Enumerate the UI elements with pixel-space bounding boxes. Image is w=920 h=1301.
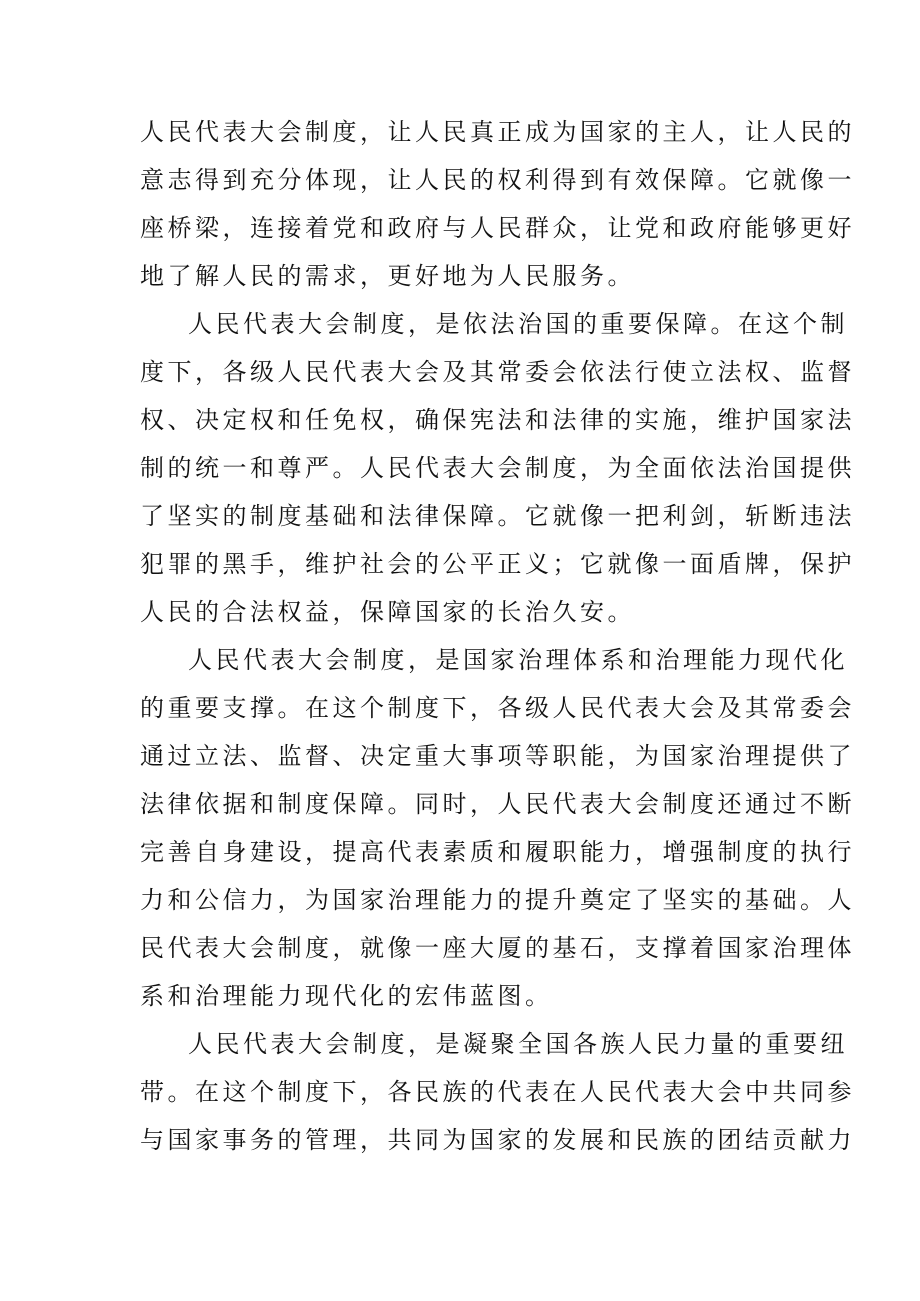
text-line: 力和公信力，为国家治理能力的提升奠定了坚实的基础。人 [140,886,855,914]
text-line: 权、决定权和任免权，确保宪法和法律的实施，维护国家法 [140,406,855,434]
text-line: 人民代表大会制度，是国家治理体系和治理能力现代化 [188,646,848,674]
text-line: 地了解人民的需求，更好地为人民服务。 [140,262,635,290]
text-line: 人民代表大会制度，让人民真正成为国家的主人，让人民的 [140,118,855,146]
text-line: 人民的合法权益，保障国家的长治久安。 [140,598,635,626]
text-line: 通过立法、监督、决定重大事项等职能，为国家治理提供了 [140,742,855,770]
text-line: 完善自身建设，提高代表素质和履职能力，增强制度的执行 [140,838,855,866]
text-line: 人民代表大会制度，是依法治国的重要保障。在这个制 [188,310,848,338]
text-line: 法律依据和制度保障。同时，人民代表大会制度还通过不断 [140,790,855,818]
text-line: 民代表大会制度，就像一座大厦的基石，支撑着国家治理体 [140,934,855,962]
text-line: 犯罪的黑手，维护社会的公平正义；它就像一面盾牌，保护 [140,550,855,578]
text-line: 带。在这个制度下，各民族的代表在人民代表大会中共同参 [140,1078,855,1106]
text-line: 与国家事务的管理，共同为国家的发展和民族的团结贡献力 [140,1126,855,1154]
text-line: 人民代表大会制度，是凝聚全国各族人民力量的重要纽 [188,1030,848,1058]
document-body [140,108,855,1164]
text-line: 意志得到充分体现，让人民的权利得到有效保障。它就像一 [140,166,855,194]
text-line: 了坚实的制度基础和法律保障。它就像一把利剑，斩断违法 [140,502,855,530]
text-line: 制的统一和尊严。人民代表大会制度，为全面依法治国提供 [140,454,855,482]
text-line: 的重要支撑。在这个制度下，各级人民代表大会及其常委会 [140,694,855,722]
text-line: 座桥梁，连接着党和政府与人民群众，让党和政府能够更好 [140,214,855,242]
text-line: 度下，各级人民代表大会及其常委会依法行使立法权、监督 [140,358,855,386]
text-line: 系和治理能力现代化的宏伟蓝图。 [140,982,553,1010]
